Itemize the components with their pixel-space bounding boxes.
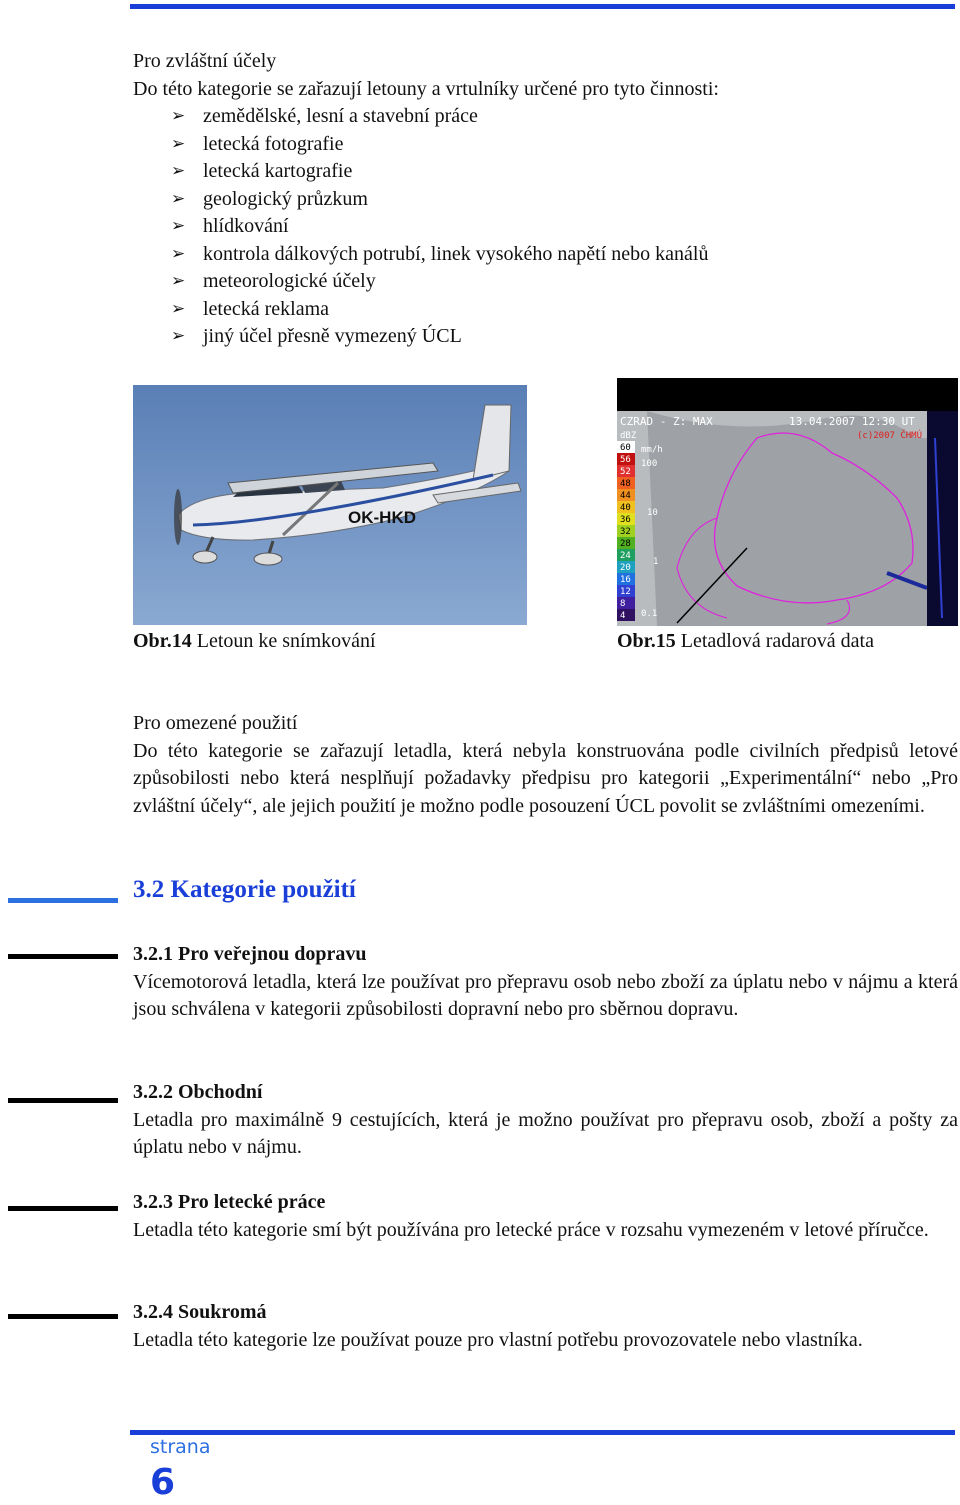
scale-label: 20 bbox=[620, 563, 631, 573]
list-item: ➢ meteorologické účely bbox=[133, 268, 958, 296]
restricted-body: Do této kategorie se zařazují letadla, která nebyla konstruována podle civilních předpisů letové způsobilosti nebo která nesplňují požadavky předpisu pro kategorii „Experimentální“ nebo „Pro zvláštní účely“, ale jejich použití je možno podle posouzení ÚCL povolit se zvláštními omezeními. bbox=[133, 739, 958, 817]
list-item: ➢ hlídkování bbox=[133, 213, 958, 241]
arrow-bullet-icon: ➢ bbox=[171, 161, 186, 181]
scale-label: 48 bbox=[620, 479, 631, 489]
list-item: ➢ zemědělské, lesní a stavební práce bbox=[133, 103, 958, 131]
margin-marker bbox=[8, 1206, 118, 1211]
scale-label: 60 bbox=[620, 443, 631, 453]
radar-copyright: (c)2007 ČHMÚ bbox=[857, 431, 923, 441]
arrow-bullet-icon: ➢ bbox=[171, 243, 186, 264]
subsection-3-2-2: 3.2.2 Obchodní Letadla pro maximálně 9 cestujících, která je možno používat pro přepravu osob, zboží a pošty za úplatu nebo v nájmu. bbox=[133, 1079, 958, 1162]
margin-marker bbox=[8, 1314, 118, 1319]
intro-lead: Do této kategorie se zařazují letouny a vrtulníky určené pro tyto činnosti: bbox=[133, 77, 719, 100]
list-item: ➢ letecká fotografie bbox=[133, 131, 958, 159]
section-heading: 3.2 Kategorie použití bbox=[133, 876, 356, 903]
radar-map bbox=[617, 378, 958, 626]
footer-rule bbox=[130, 1430, 955, 1435]
top-rule bbox=[130, 4, 955, 9]
arrow-bullet-icon: ➢ bbox=[171, 216, 186, 236]
list-item: ➢ geologický průzkum bbox=[133, 186, 958, 214]
scale-label: 4 bbox=[620, 611, 626, 621]
radar-scale-unit-dbz: dBZ bbox=[620, 431, 637, 441]
scale-label: 36 bbox=[620, 515, 631, 525]
scale-label: 12 bbox=[620, 587, 631, 597]
arrow-bullet-icon: ➢ bbox=[171, 133, 186, 154]
list-item: ➢ kontrola dálkových potrubí, linek vysokého napětí nebo kanálů bbox=[133, 241, 958, 269]
figure-15-caption: Obr.15 Letadlová radarová data bbox=[617, 630, 874, 652]
arrow-bullet-icon: ➢ bbox=[171, 188, 186, 209]
subsection-3-2-1: 3.2.1 Pro veřejnou dopravu Vícemotorová letadla, která lze používat pro přepravu osob nebo zboží za úplatu nebo v nájmu a která jsou schválena v kategorii způsobilosti dopravní nebo pro sběrnou dopravu. bbox=[133, 941, 958, 1024]
radar-scale-unit-mmh: mm/h bbox=[641, 445, 663, 455]
scale-label: 44 bbox=[620, 491, 631, 501]
scale-label: 40 bbox=[620, 503, 631, 513]
airplane-photo bbox=[133, 385, 527, 625]
rain-label: 100 bbox=[641, 459, 658, 469]
scale-label: 52 bbox=[620, 467, 631, 477]
margin-marker bbox=[8, 1098, 118, 1103]
scale-label: 28 bbox=[620, 539, 631, 549]
arrow-bullet-icon: ➢ bbox=[171, 106, 186, 126]
scale-label: 8 bbox=[620, 599, 626, 609]
intro-heading: Pro zvláštní účely bbox=[133, 50, 277, 72]
margin-marker bbox=[8, 898, 118, 903]
footer-page-label: strana bbox=[150, 1436, 211, 1458]
intro-section bbox=[133, 48, 958, 351]
scale-label: 24 bbox=[620, 551, 631, 561]
rain-label: 0.1 bbox=[641, 609, 658, 619]
aircraft-registration: OK-HKD bbox=[348, 508, 416, 527]
arrow-bullet-icon: ➢ bbox=[171, 271, 186, 291]
list-item: ➢ letecká kartografie bbox=[133, 158, 958, 186]
figure-14-caption: Obr.14 Letoun ke snímkování bbox=[133, 630, 376, 652]
subsection-body: Letadla pro maximálně 9 cestujících, která je možno používat pro přepravu osob, zboží a pošty za úplatu nebo v nájmu. bbox=[133, 1108, 958, 1158]
subsection-body: Vícemotorová letadla, která lze používat pro přepravu osob nebo zboží za úplatu nebo v nájmu a která jsou schválena v kategorii způsobilosti dopravní nebo pro sběrnou dopravu. bbox=[133, 970, 958, 1020]
arrow-bullet-icon: ➢ bbox=[171, 326, 186, 346]
rain-label: 1 bbox=[653, 557, 659, 567]
restricted-heading: Pro omezené použití bbox=[133, 712, 298, 734]
margin-marker bbox=[8, 954, 118, 959]
page-number: 6 bbox=[150, 1462, 176, 1503]
scale-label: 56 bbox=[620, 455, 631, 465]
list-item: ➢ letecká reklama bbox=[133, 296, 958, 324]
subsection-body: Letadla této kategorie lze používat pouze pro vlastní potřebu provozovatele nebo vlastníka. bbox=[133, 1328, 863, 1351]
scale-label: 32 bbox=[620, 527, 631, 537]
subsection-body: Letadla této kategorie smí být používána pro letecké práce v rozsahu vymezeném v letové příručce. bbox=[133, 1218, 929, 1241]
subsection-3-2-3: 3.2.3 Pro letecké práce Letadla této kategorie smí být používána pro letecké práce v rozsahu vymezeném v letové příručce. bbox=[133, 1189, 958, 1244]
subsection-3-2-4: 3.2.4 Soukromá Letadla této kategorie lze používat pouze pro vlastní potřebu provozovatele nebo vlastníka. bbox=[133, 1299, 958, 1354]
list-item: ➢ jiný účel přesně vymezený ÚCL bbox=[133, 323, 958, 351]
bullet-list bbox=[133, 103, 958, 351]
scale-label: 16 bbox=[620, 575, 631, 585]
radar-header-right: 13.04.2007 12:30 UT bbox=[789, 415, 915, 428]
arrow-bullet-icon: ➢ bbox=[171, 298, 186, 319]
radar-header-left: CZRAD - Z: MAX bbox=[620, 415, 713, 428]
rain-label: 10 bbox=[647, 508, 658, 518]
restricted-section bbox=[133, 710, 958, 820]
